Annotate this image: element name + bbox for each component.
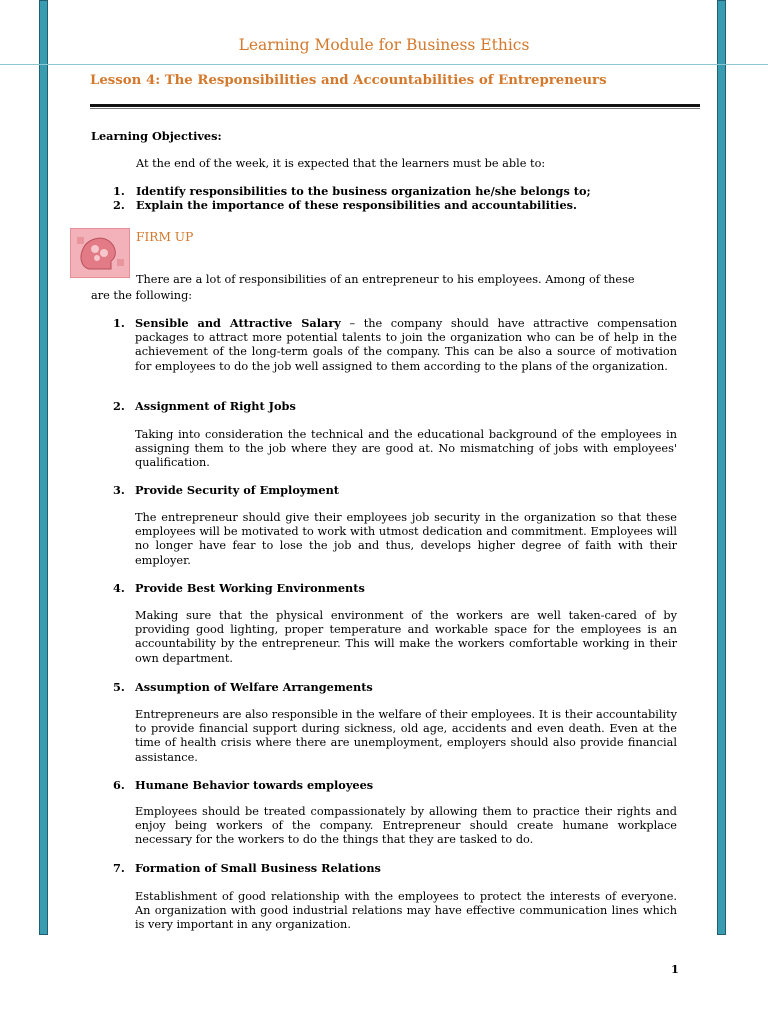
- objective-item: [113, 198, 591, 212]
- responsibility-number: 1.: [113, 316, 125, 330]
- responsibility-heading: 5. Assumption of Welfare Arrangements: [113, 680, 373, 694]
- responsibility-title: Humane Behavior towards employees: [135, 778, 374, 792]
- responsibility-text: Taking into consideration the technical and the educational background of the employees in assigning them to the job where they are good at. No mismatching of jobs with employees' qualification.: [135, 428, 677, 470]
- right-border-bar: [717, 0, 726, 935]
- responsibility-heading: 2. Assignment of Right Jobs: [113, 399, 296, 413]
- responsibility-title: Provide Security of Employment: [135, 483, 340, 497]
- responsibility-title: Sensible and Attractive Salary: [135, 316, 341, 330]
- puzzle-head-icon: [70, 228, 130, 278]
- responsibility-item: [135, 316, 677, 374]
- objective-number: 1.: [113, 184, 125, 198]
- firm-up-intro-line1: There are a lot of responsibilities of an entrepreneur to his employees. Among of these: [136, 273, 635, 286]
- objectives-list: [113, 184, 591, 212]
- header-divider: [0, 64, 768, 65]
- responsibility-heading: 6. Humane Behavior towards employees: [113, 778, 374, 792]
- objective-text: Explain the importance of these responsibilities and accountabilities.: [136, 198, 577, 213]
- left-border-bar: [39, 0, 48, 935]
- objectives-heading: Learning Objectives:: [91, 129, 222, 143]
- responsibility-text: Entrepreneurs are also responsible in the welfare of their employees. It is their accountability to provide financial support during sickness, old age, accidents and even death. Even at the time of health crisis where there are unemployment, employers should also provide financial assistance.: [135, 708, 677, 764]
- responsibility-title: Provide Best Working Environments: [135, 581, 365, 595]
- objective-text: Identify responsibilities to the business organization he/she belongs to;: [136, 184, 591, 198]
- page-number: 1: [671, 962, 679, 976]
- firm-up-intro-line2: are the following:: [91, 289, 193, 302]
- responsibility-title: Assignment of Right Jobs: [135, 399, 296, 413]
- objective-item: [113, 184, 591, 198]
- objective-number: 2.: [113, 198, 125, 213]
- responsibility-title: Formation of Small Business Relations: [135, 861, 381, 875]
- responsibility-text: The entrepreneur should give their employees job security in the organization so that these employees will be motivated to work with utmost dedication and commitment. Employees will no longer have fear to lose the job and thus, develops higher degree of faith with their employer.: [135, 511, 677, 567]
- responsibility-heading: 7. Formation of Small Business Relations: [113, 861, 381, 875]
- responsibility-text: Establishment of good relationship with the employees to protect the interests of everyone. An organization with good industrial relations may have effective communication lines which is very important in any organization.: [135, 890, 677, 932]
- responsibility-text: Making sure that the physical environment of the workers are well taken-cared of by providing good lighting, proper temperature and workable space for the employees is an accountability by the entrepreneur. This will make the workers comfortable working in their own department.: [135, 609, 677, 665]
- module-title: Learning Module for Business Ethics: [238, 36, 530, 54]
- objectives-intro: At the end of the week, it is expected that the learners must be able to:: [136, 157, 546, 170]
- responsibility-text: – the company should have attractive compensation packages to attract more potential talents to join the organization who can be of help in the achievement of the long-term goals of the company. This can be also a source of motivation for employees to do the job well assigned to them according to the plans of the organization.: [135, 317, 677, 373]
- lesson-rule-thin: [90, 108, 700, 109]
- responsibility-heading: 4. Provide Best Working Environments: [113, 581, 365, 595]
- responsibility-text: Employees should be treated compassionately by allowing them to practice their rights and enjoy being workers of the company. Entrepreneur should create humane workplace necessary for the workers to do the things that they are tasked to do.: [135, 805, 677, 847]
- lesson-rule: [90, 104, 700, 107]
- firm-up-label: FIRM UP: [136, 230, 194, 244]
- responsibility-title: Assumption of Welfare Arrangements: [135, 680, 373, 694]
- responsibility-heading: 3. Provide Security of Employment: [113, 483, 340, 497]
- lesson-title: Lesson 4: The Responsibilities and Accountabilities of Entrepreneurs: [90, 73, 607, 88]
